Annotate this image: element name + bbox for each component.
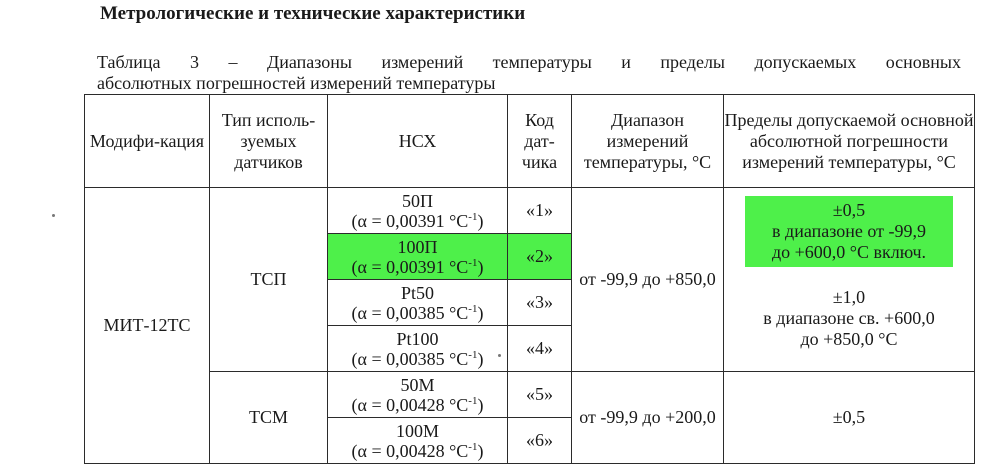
code-cell: «6» [508, 418, 572, 464]
range-cell: от -99,9 до +850,0 [572, 188, 724, 372]
scan-speck [498, 354, 501, 357]
nsx-name: Pt50 [400, 282, 434, 303]
error-second-range: ±1,0 в диапазоне св. +600,0 до +850,0 °С [763, 287, 935, 349]
nsx-name: 50М [400, 374, 435, 395]
header-sensor-type: Тип исполь-зуемых датчиков [210, 95, 328, 188]
sensor-type-cell: ТСП [210, 188, 328, 372]
nsx-cell: Pt100 (α = 0,00385 $^\circ С^{-1}$) [328, 326, 508, 372]
nsx-cell: Pt50 (α = 0,00385 $^\circ С^{-1}$) [328, 280, 508, 326]
modification-cell: МИТ-12ТС [85, 188, 210, 464]
code-cell: «5» [508, 372, 572, 418]
nsx-cell-highlighted: 100П (α = 0,00391 $^\circ С^{-1}$) [328, 234, 508, 280]
table-caption-line2: абсолютных погрешностей измерений температуры [97, 73, 496, 93]
code-cell: «1» [508, 188, 572, 234]
table-header-row [85, 95, 975, 188]
code-cell: «3» [508, 280, 572, 326]
nsx-name: Pt100 [396, 328, 439, 349]
nsx-cell: 50П (α = 0,00391 $^\circ С^{-1}$) [328, 188, 508, 234]
code-cell-highlighted: «2» [508, 234, 572, 280]
header-range: Диапазон измерений температуры, °С [572, 95, 724, 188]
range-cell: от -99,9 до +200,0 [572, 372, 724, 464]
table-row [85, 372, 975, 418]
table-caption-line1: Таблица 3 – Диапазоны измерений температуры и пределы допускаемых основных [97, 52, 961, 72]
header-nsx: НСХ [328, 95, 508, 188]
nsx-name: 100П [397, 236, 438, 257]
nsx-cell: 50М (α = 0,00428 $^\circ С^{-1}$) [328, 372, 508, 418]
code-cell: «4» [508, 326, 572, 372]
highlighted-error-box: ±0,5 в диапазоне от -99,9 до +600,0 °С включ. [745, 196, 953, 267]
section-heading: Метрологические и технические характеристики [100, 3, 526, 24]
header-modification: Модифи-кация [85, 95, 210, 188]
header-code: Код дат-чика [508, 95, 572, 188]
sensor-type-cell: ТСМ [210, 372, 328, 464]
spec-table [84, 94, 975, 464]
nsx-name: 100М [395, 420, 439, 441]
error-cell: ±0,5 [724, 372, 975, 464]
scan-speck [52, 214, 55, 217]
nsx-name: 50П [402, 190, 433, 211]
header-error: Пределы допускаемой основной абсолютной погрешности измерений температуры, °С [724, 95, 975, 188]
table-row [85, 188, 975, 234]
nsx-cell: 100М (α = 0,00428 $^\circ С^{-1}$) [328, 418, 508, 464]
error-cell [724, 188, 975, 372]
